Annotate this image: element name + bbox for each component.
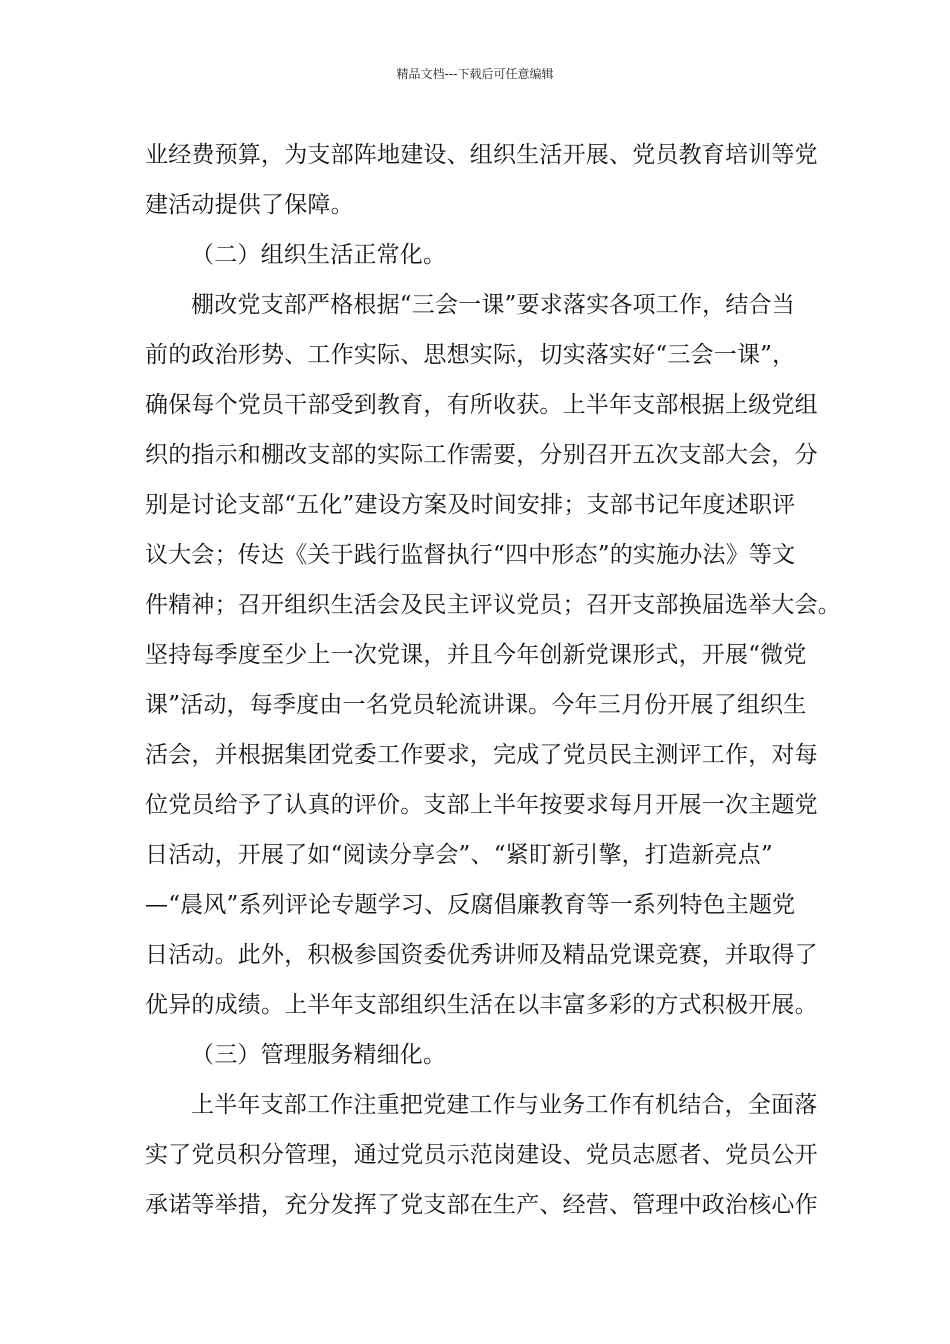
text-line: 上半年支部工作注重把党建工作与业务工作有机结合，全面落 xyxy=(191,1092,818,1118)
text-line: 日活动。此外，积极参国资委优秀讲师及精品党课竞赛，并取得了 xyxy=(145,942,818,968)
text-line: 件精神；召开组织生活会及民主评议党员；召开支部换届选举大会。 xyxy=(145,592,841,618)
page-header: 精品文档---下载后可任意编辑 xyxy=(396,67,554,81)
section-heading: （二）组织生活正常化。 xyxy=(191,242,447,268)
text-line: 位党员给予了认真的评价。支部上半年按要求每月开展一次主题党 xyxy=(145,792,818,818)
section-heading: （三）管理服务精细化。 xyxy=(191,1042,447,1068)
text-line: 前的政治形势、工作实际、思想实际，切实落实好“三会一课”， xyxy=(145,342,796,368)
text-line: 坚持每季度至少上一次党课，并且今年创新党课形式，开展“微党 xyxy=(145,642,807,668)
text-line: 业经费预算，为支部阵地建设、组织生活开展、党员教育培训等党 xyxy=(145,142,818,168)
text-line: —“晨风”系列评论专题学习、反腐倡廉教育等一系列特色主题党 xyxy=(145,892,796,918)
text-line: 别是讨论支部“五化”建设方案及时间安排；支部书记年度述职评 xyxy=(145,492,796,518)
text-line: 建活动提供了保障。 xyxy=(145,192,354,218)
text-line: 日活动，开展了如“阅读分享会”、“紧盯新引擎，打造新亮点” xyxy=(145,842,773,868)
text-line: 棚改党支部严格根据“三会一课”要求落实各项工作，结合当 xyxy=(191,292,795,318)
document-body xyxy=(145,130,841,1230)
text-line: 确保每个党员干部受到教育，有所收获。上半年支部根据上级党组 xyxy=(145,392,818,418)
text-line: 课”活动，每季度由一名党员轮流讲课。今年三月份开展了组织生 xyxy=(145,692,807,718)
text-line: 优异的成绩。上半年支部组织生活在以丰富多彩的方式积极开展。 xyxy=(145,992,818,1018)
text-line: 活会，并根据集团党委工作要求，完成了党员民主测评工作，对每 xyxy=(145,742,818,768)
text-line: 实了党员积分管理，通过党员示范岗建设、党员志愿者、党员公开 xyxy=(145,1142,818,1168)
text-line: 议大会；传达《关于践行监督执行“四中形态”的实施办法》等文 xyxy=(145,542,796,568)
text-line: 织的指示和棚改支部的实际工作需要，分别召开五次支部大会，分 xyxy=(145,442,818,468)
text-line: 承诺等举措，充分发挥了党支部在生产、经营、管理中政治核心作 xyxy=(145,1192,818,1218)
